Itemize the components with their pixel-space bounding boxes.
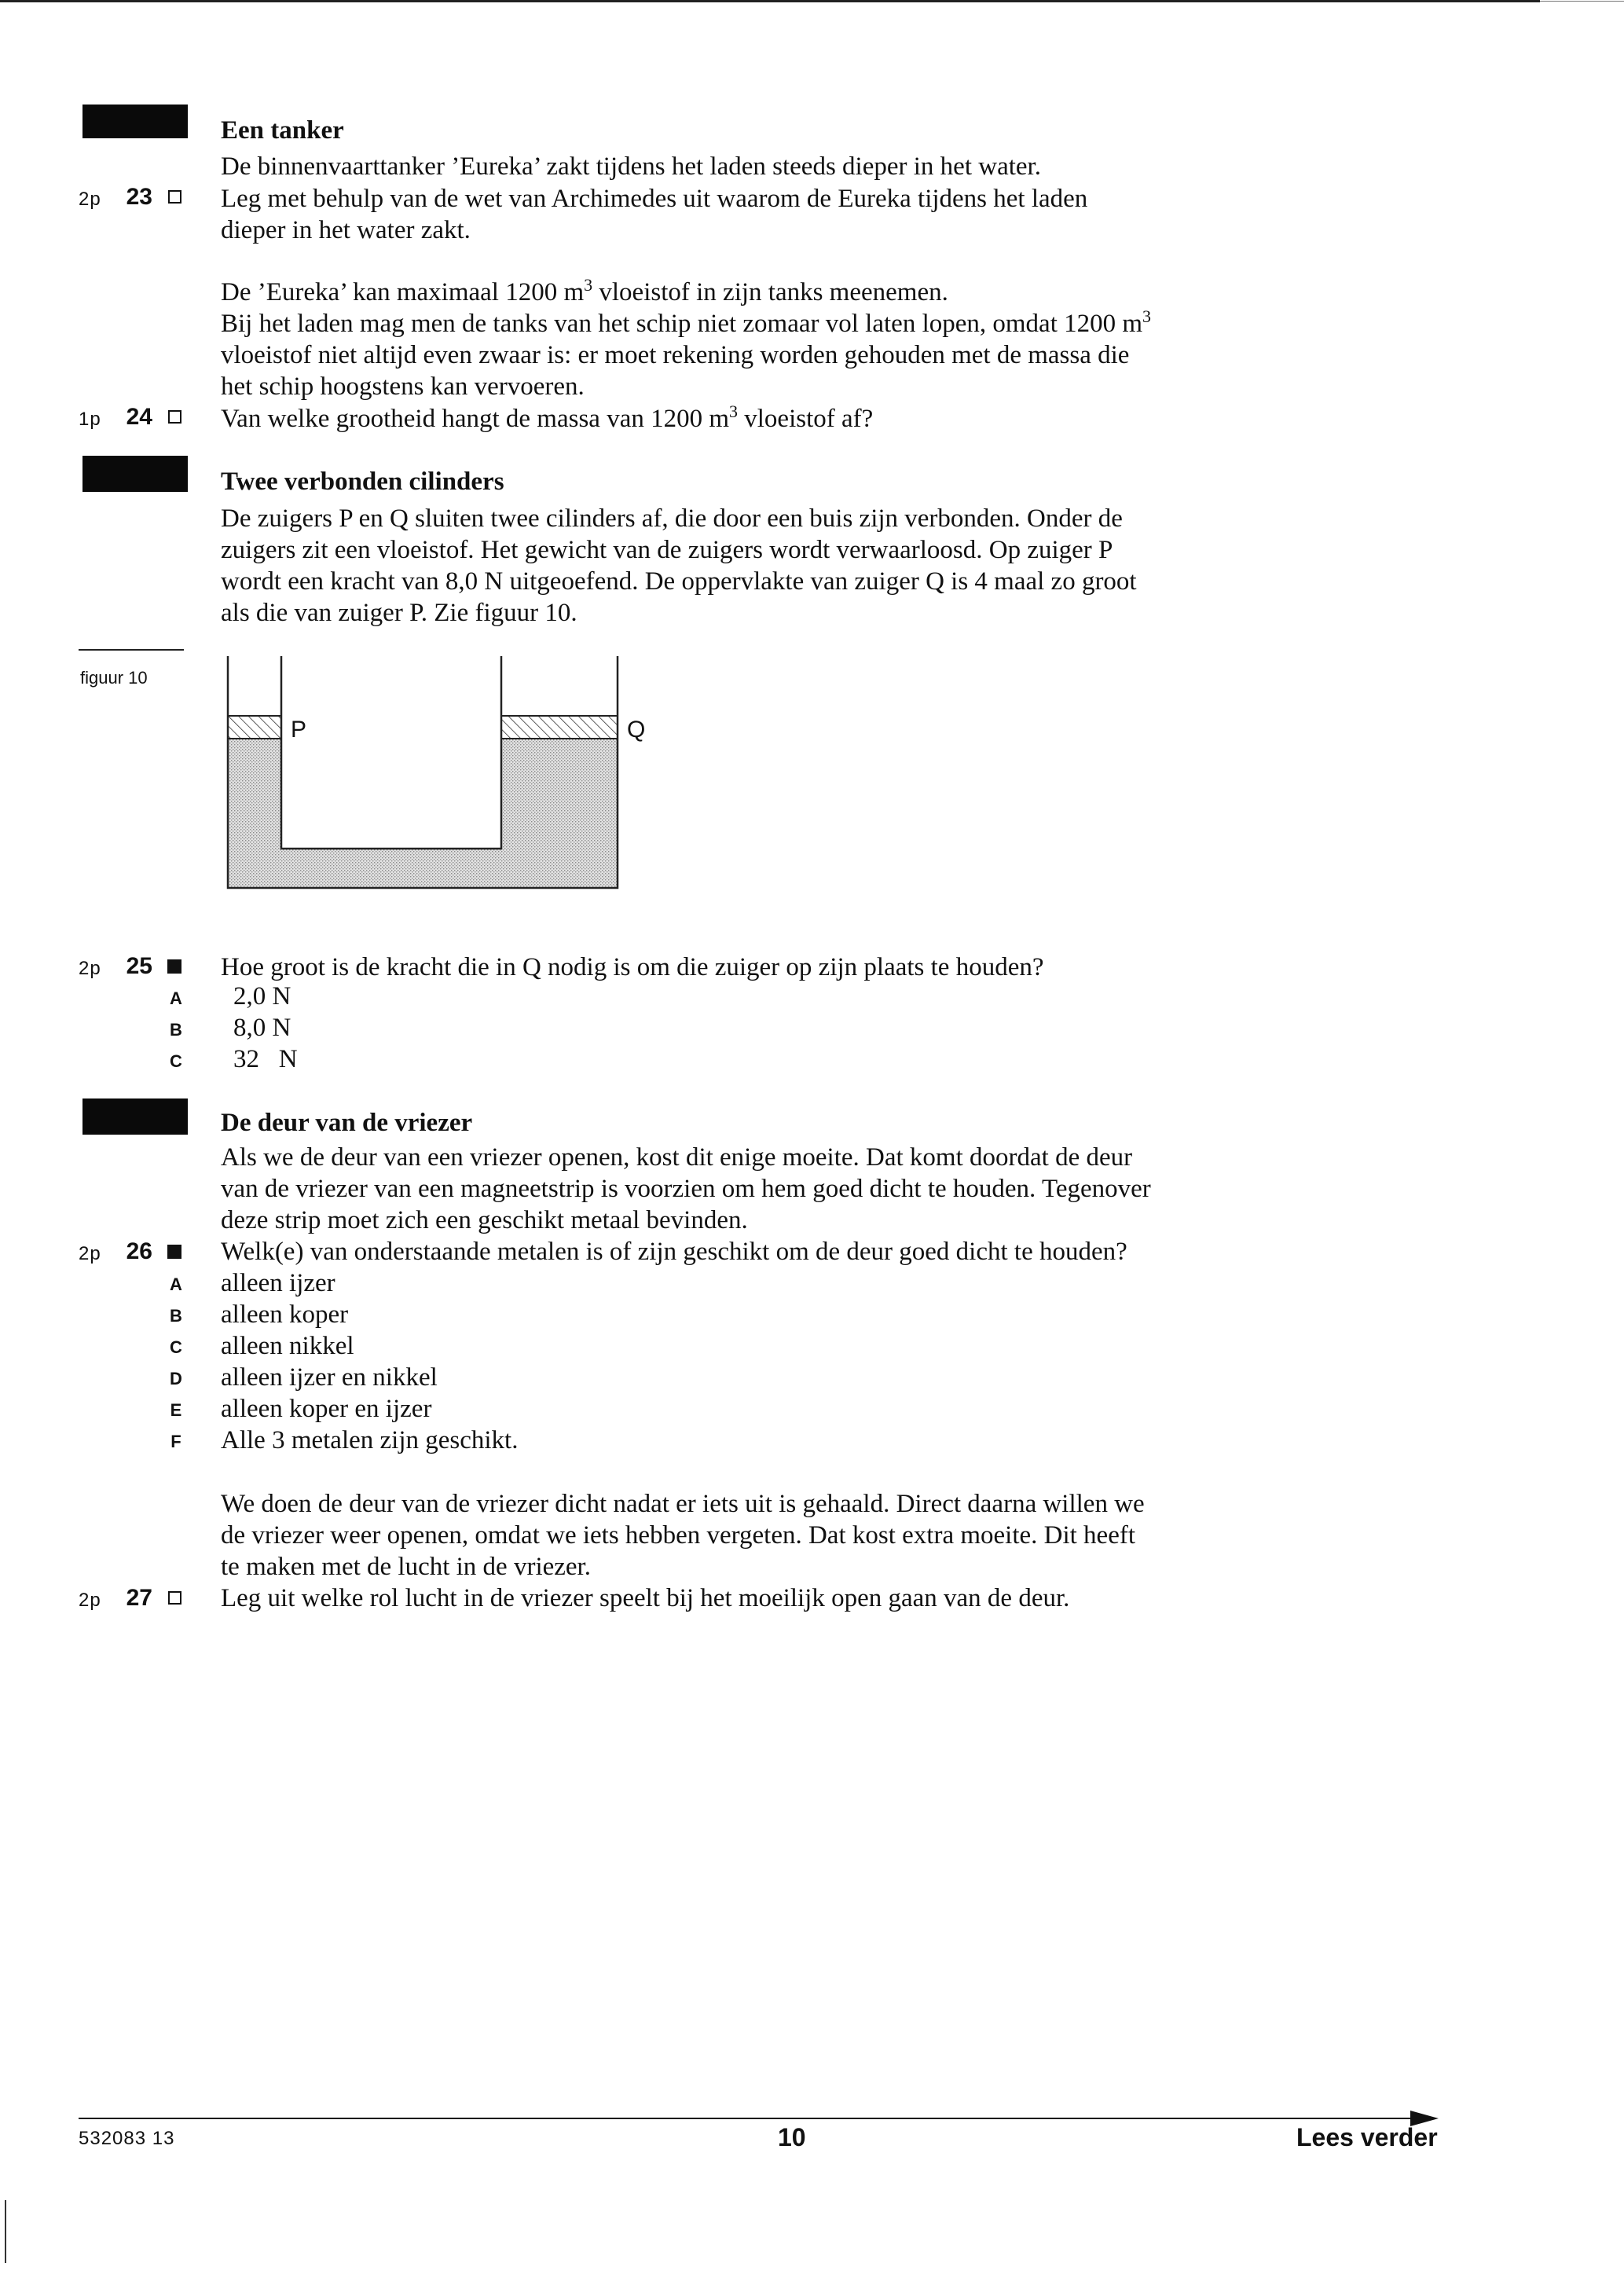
option-text[interactable]: Alle 3 metalen zijn geschikt.	[221, 1426, 519, 1454]
figure-rule	[79, 649, 184, 651]
cilinders-line4: als die van zuiger P. Zie figuur 10.	[221, 599, 577, 627]
question-25-text: Hoe groot is de kracht die in Q nodig is om die zuiger op zijn plaats te houden?	[221, 953, 1044, 981]
question-number: 24	[126, 404, 152, 430]
tanker-paragraph-line2: Bij het laden mag men de tanks van het schip niet zomaar vol laten lopen, omdat 1200 $m^3$	[221, 306, 1152, 338]
tanker-paragraph-line1: De ’Eureka’ kan maximaal 1200 $m^3$ vloeistof in zijn tanks meenemen.	[221, 275, 948, 306]
option-text[interactable]: alleen koper en ijzer	[221, 1395, 432, 1423]
option-letter: F	[170, 1432, 181, 1451]
option-text[interactable]: 8,0 N	[233, 1014, 291, 1042]
section-marker-block	[82, 1098, 188, 1135]
top-rule	[0, 0, 1540, 2]
option-letter: A	[170, 1275, 182, 1294]
cilinders-line1: De zuigers P en Q sluiten twee cilinders af, die door een buis zijn verbonden. Onder de	[221, 504, 1123, 533]
cilinders-line3: wordt een kracht van 8,0 N uitgeoefend. De oppervlakte van zuiger Q is 4 maal zo groot	[221, 567, 1137, 596]
option-text[interactable]: alleen nikkel	[221, 1332, 354, 1360]
tanker-paragraph-line4: het schip hoogstens kan vervoeren.	[221, 372, 585, 401]
question-23-line1: Leg met behulp van de wet van Archimedes uit waarom de Eureka tijdens het laden	[221, 185, 1088, 213]
vriezer-p2-line1: We doen de deur van de vriezer dicht nadat er iets uit is gehaald. Direct daarna willen we	[221, 1490, 1145, 1518]
page-number: 10	[778, 2123, 806, 2151]
section-title-cilinders: Twee verbonden cilinders	[221, 468, 504, 496]
exam-code: 532083 13	[79, 2128, 175, 2149]
question-24-line1: Van welke grootheid hangt de massa van 1200 $m^3$ vloeistof af?	[221, 402, 874, 433]
section-marker-block	[82, 456, 188, 492]
section-title-tanker: Een tanker	[221, 116, 344, 145]
vriezer-line1: Als we de deur van een vriezer openen, kost dit enige moeite. Dat komt doordat de deur	[221, 1143, 1133, 1172]
option-text[interactable]: 32 N	[233, 1045, 298, 1073]
piston-q	[501, 716, 618, 739]
tanker-paragraph-line3: vloeistof niet altijd even zwaar is: er moet rekening worden gehouden met de massa die	[221, 341, 1130, 369]
vriezer-line3: deze strip moet zich een geschikt metaal bevinden.	[221, 1206, 748, 1234]
superscript-3: 3	[584, 275, 593, 295]
tanker-intro: De binnenvaarttanker ’Eureka’ zakt tijdens het laden steeds dieper in het water.	[221, 152, 1041, 181]
option-text[interactable]: alleen ijzer en nikkel	[221, 1363, 438, 1392]
open-question-checkbox[interactable]	[168, 190, 181, 204]
question-27-text: Leg uit welke rol lucht in de vriezer speelt bij het moeilijk open gaan van de deur.	[221, 1584, 1070, 1612]
open-question-checkbox[interactable]	[168, 410, 181, 424]
question-26-text: Welk(e) van onderstaande metalen is of zijn geschikt om de deur goed dicht te houden?	[221, 1238, 1127, 1266]
question-points: 2p	[79, 1243, 101, 1264]
cylinder-figure	[220, 648, 660, 896]
question-number: 25	[126, 953, 152, 979]
question-23-line2: dieper in het water zakt.	[221, 216, 471, 244]
superscript-3: 3	[729, 402, 739, 421]
superscript-3: 3	[1142, 306, 1152, 326]
question-points: 2p	[79, 1590, 101, 1611]
multiple-choice-marker	[167, 959, 181, 974]
continue-label: Lees verder	[1296, 2123, 1438, 2151]
question-points: 2p	[79, 958, 101, 979]
piston-p	[228, 716, 281, 739]
option-letter: B	[170, 1306, 182, 1326]
label-q: Q	[627, 717, 646, 743]
vriezer-p2-line3: te maken met de lucht in de vriezer.	[221, 1553, 591, 1581]
option-letter: A	[170, 988, 182, 1008]
question-points: 2p	[79, 189, 101, 210]
section-title-vriezer: De deur van de vriezer	[221, 1109, 473, 1137]
option-letter: C	[170, 1051, 182, 1071]
open-question-checkbox[interactable]	[168, 1591, 181, 1605]
option-letter: B	[170, 1020, 182, 1040]
option-text[interactable]: alleen ijzer	[221, 1269, 335, 1297]
cilinders-line2: zuigers zit een vloeistof. Het gewicht van de zuigers wordt verwaarloosd. Op zuiger P	[221, 536, 1113, 564]
scan-edge-mark	[5, 2200, 6, 2263]
footer-rule	[79, 2118, 1430, 2119]
question-number: 26	[126, 1238, 152, 1264]
option-letter: C	[170, 1337, 182, 1357]
section-marker-block	[82, 105, 188, 138]
vriezer-p2-line2: de vriezer weer openen, omdat we iets hebben vergeten. Dat kost extra moeite. Dit heeft	[221, 1521, 1136, 1550]
liquid-region	[228, 739, 618, 888]
vriezer-line2: van de vriezer van een magneetstrip is voorzien om hem goed dicht te houden. Tegenover	[221, 1175, 1151, 1203]
multiple-choice-marker	[167, 1245, 181, 1259]
question-points: 1p	[79, 409, 101, 430]
question-number: 27	[126, 1585, 152, 1611]
option-text[interactable]: 2,0 N	[233, 982, 291, 1010]
question-number: 23	[126, 184, 152, 210]
top-rule-thin	[1540, 1, 1624, 2]
label-p: P	[291, 717, 307, 743]
option-letter: E	[170, 1400, 182, 1420]
figure-label: figuur 10	[80, 668, 148, 688]
option-text[interactable]: alleen koper	[221, 1300, 349, 1329]
option-letter: D	[170, 1369, 182, 1388]
